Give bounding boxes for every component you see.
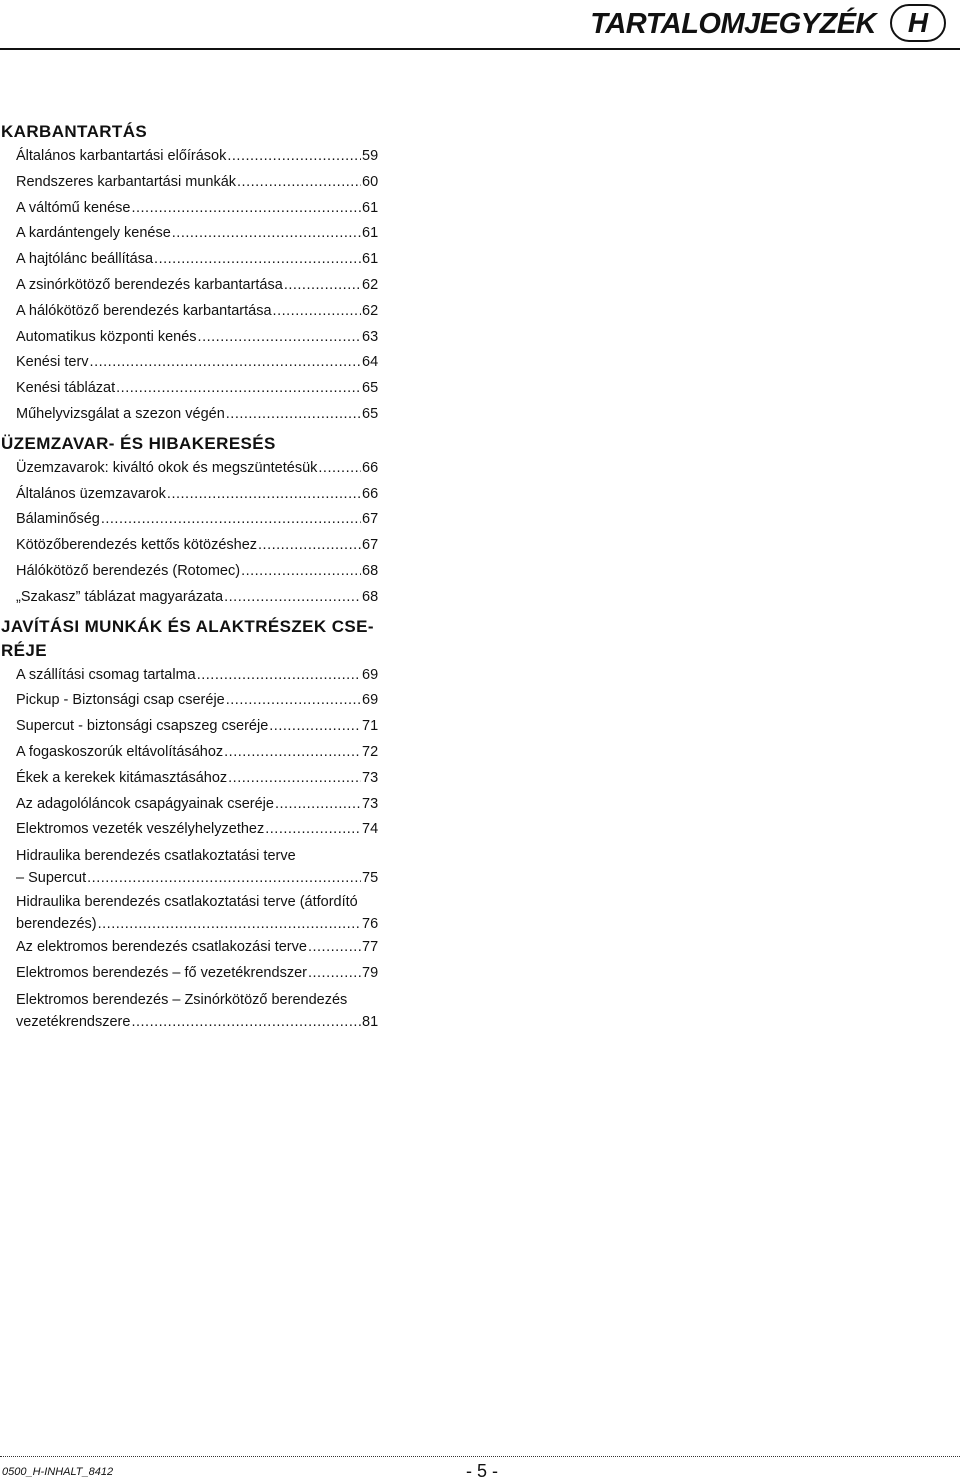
toc-entry-label: A kardántengely kenése <box>16 225 171 242</box>
dot-leader <box>275 792 361 818</box>
toc-entry-page: 66 <box>362 485 379 502</box>
toc-entry-page: 74 <box>362 821 379 838</box>
toc-entry-page: 72 <box>362 743 379 760</box>
toc-entry[interactable] <box>0 740 380 766</box>
section-title-uzemzavar: ÜZEMZAVAR- ÉS HIBAKERESÉS <box>1 433 276 453</box>
toc-entry-page: 65 <box>362 405 379 422</box>
page-number: - 5 - <box>466 1461 499 1481</box>
dot-leader <box>87 867 361 889</box>
toc-entry-label: Általános üzemzavarok <box>16 485 166 502</box>
toc-entry-label: Elektromos berendezés – Zsinórkötöző berendezés <box>16 991 348 1008</box>
toc-entry-label: Automatikus központi kenés <box>16 328 197 345</box>
toc-entry-page: 77 <box>362 939 379 956</box>
toc-entry-page: 62 <box>362 302 379 319</box>
toc-entry-label: A fogaskoszorúk eltávolításához <box>16 743 224 760</box>
toc-entry-page: 68 <box>362 588 379 605</box>
toc-entry-page: 61 <box>362 199 379 216</box>
dot-leader <box>308 935 361 961</box>
toc-entry-page: 79 <box>362 964 379 981</box>
dot-leader <box>131 196 361 222</box>
toc-entry[interactable] <box>0 247 380 273</box>
toc-entry-label: A zsinórkötöző berendezés karbantartása <box>16 276 283 293</box>
toc-entry-label: Pickup - Biztonsági csap cseréje <box>16 692 225 709</box>
document-code: 0500_H-INHALT_8412 <box>2 1466 114 1478</box>
toc-entry-multiline[interactable] <box>0 889 380 935</box>
toc-entry-label: A hajtólánc beállítása <box>16 251 154 268</box>
toc-entry[interactable] <box>0 533 380 559</box>
toc-entry-label-cont: vezetékrendszere <box>16 1013 131 1030</box>
toc-entry[interactable] <box>0 766 380 792</box>
toc-entry-label: Elektromos vezeték veszélyhelyzethez <box>16 821 265 838</box>
language-badge: H <box>890 4 946 42</box>
toc-entry-page: 81 <box>362 1013 379 1030</box>
dot-leader <box>258 533 361 559</box>
dot-leader <box>198 325 361 351</box>
toc-entry-page: 59 <box>362 148 379 164</box>
toc-entry-page: 61 <box>362 251 379 268</box>
dot-leader <box>273 299 361 325</box>
section-title-line: JAVÍTÁSI MUNKÁK ÉS ALAKTRÉSZEK CSE- <box>1 616 374 636</box>
dot-leader <box>265 817 361 843</box>
dot-leader <box>226 402 361 428</box>
toc-entry[interactable] <box>0 456 380 482</box>
dot-leader <box>224 585 361 611</box>
footer-rule <box>0 1456 960 1457</box>
toc-entry[interactable] <box>0 273 380 299</box>
dot-leader <box>101 507 361 533</box>
toc-entry[interactable] <box>0 663 380 689</box>
toc-entry[interactable] <box>0 402 380 428</box>
toc-entry-page: 76 <box>362 916 379 933</box>
toc-entry[interactable] <box>0 325 380 351</box>
toc-entry-label-cont: – Supercut <box>16 870 87 887</box>
toc-entry[interactable] <box>0 170 380 196</box>
toc-entry[interactable] <box>0 507 380 533</box>
toc-entry-label: Üzemzavarok: kiváltó okok és megszüntetésük <box>16 459 318 476</box>
dot-leader <box>284 273 361 299</box>
toc-entry[interactable] <box>0 144 380 170</box>
toc-entry[interactable] <box>0 559 380 585</box>
dot-leader <box>308 961 361 987</box>
toc-entry-multiline[interactable] <box>0 987 380 1033</box>
dot-leader <box>131 1011 361 1033</box>
toc-entry-multiline[interactable] <box>0 843 380 889</box>
toc-entry-label: A váltómű kenése <box>16 199 131 216</box>
dot-leader <box>227 144 361 170</box>
toc-entry[interactable] <box>0 196 380 222</box>
toc-entry-page: 73 <box>362 795 379 812</box>
dot-leader <box>226 688 361 714</box>
toc-entry-page: 68 <box>362 562 379 579</box>
toc-entry-page: 63 <box>362 328 379 345</box>
toc-entry[interactable] <box>0 299 380 325</box>
dot-leader <box>197 663 361 689</box>
toc-entry[interactable] <box>0 961 380 987</box>
toc-entry-label: Általános karbantartási előírások <box>16 148 227 164</box>
toc-entry[interactable] <box>0 350 380 376</box>
toc-entry-page: 69 <box>362 692 379 709</box>
toc-entry-page: 71 <box>362 718 379 735</box>
toc-entry[interactable] <box>0 817 380 843</box>
toc-entry-label: Műhelyvizsgálat a szezon végén <box>16 405 225 422</box>
toc-entry-label: Rendszeres karbantartási munkák <box>16 173 237 190</box>
toc-entry-label: Hidraulika berendezés csatlakoztatási terve (átfordító <box>16 894 358 911</box>
section-title-javitasi <box>0 615 380 663</box>
toc-entry[interactable] <box>0 688 380 714</box>
header-rule <box>0 48 960 50</box>
toc-entry-page: 64 <box>362 354 379 371</box>
dot-leader <box>228 766 361 792</box>
toc-entry-label: Hálókötöző berendezés (Rotomec) <box>16 562 241 579</box>
dot-leader <box>172 221 361 247</box>
toc-entry-page: 75 <box>362 870 379 887</box>
toc-entry-label-cont: berendezés) <box>16 916 97 933</box>
toc-entry[interactable] <box>0 221 380 247</box>
dot-leader <box>154 247 361 273</box>
toc-entry[interactable] <box>0 935 380 961</box>
toc-entry-page: 62 <box>362 276 379 293</box>
dot-leader <box>237 170 361 196</box>
toc-entry-page: 65 <box>362 380 379 397</box>
section-title-karbantartas: KARBANTARTÁS <box>1 122 148 141</box>
toc-entry[interactable] <box>0 792 380 818</box>
toc-entry-page: 69 <box>362 666 379 683</box>
toc-entry-label: Kötözőberendezés kettős kötözéshez <box>16 537 258 554</box>
toc-entry-label: Kenési terv <box>16 354 89 371</box>
toc-entry-label: Az adagolóláncok csapágyainak cseréje <box>16 795 274 812</box>
dot-leader <box>98 913 361 935</box>
page-title: TARTALOMJEGYZÉK <box>590 8 876 40</box>
toc-entry-page: 67 <box>362 537 379 554</box>
toc-entry-page: 66 <box>362 459 379 476</box>
toc-entry[interactable] <box>0 376 380 402</box>
dot-leader <box>167 482 361 508</box>
toc-entry-page: 61 <box>362 225 379 242</box>
table-of-contents <box>0 120 380 1033</box>
toc-entry-label: Elektromos berendezés – fő vezetékrendszer <box>16 964 307 981</box>
toc-entry-label: A hálókötöző berendezés karbantartása <box>16 302 272 319</box>
toc-entry[interactable] <box>0 714 380 740</box>
toc-entry[interactable] <box>0 585 380 611</box>
section-title-line: RÉJE <box>1 640 48 660</box>
dot-leader <box>224 740 361 766</box>
toc-entry-page: 73 <box>362 769 379 786</box>
toc-entry-label: Supercut - biztonsági csapszeg cseréje <box>16 718 269 735</box>
dot-leader <box>90 350 361 376</box>
toc-entry-label: Ékek a kerekek kitámasztásához <box>16 769 228 786</box>
toc-entry-label: Kenési táblázat <box>16 380 116 397</box>
toc-entry-page: 67 <box>362 511 379 528</box>
dot-leader <box>241 559 361 585</box>
toc-entry-label: A szállítási csomag tartalma <box>16 666 196 683</box>
toc-entry-page: 60 <box>362 173 379 190</box>
toc-entry-label: Bálaminőség <box>16 511 100 528</box>
toc-entry-label: Hidraulika berendezés csatlakoztatási terve <box>16 848 296 865</box>
dot-leader <box>318 456 361 482</box>
toc-entry[interactable] <box>0 482 380 508</box>
toc-entry-label: Az elektromos berendezés csatlakozási terve <box>16 939 307 956</box>
dot-leader <box>269 714 361 740</box>
toc-entry-label: „Szakasz” táblázat magyarázata <box>16 588 224 605</box>
dot-leader <box>116 376 361 402</box>
